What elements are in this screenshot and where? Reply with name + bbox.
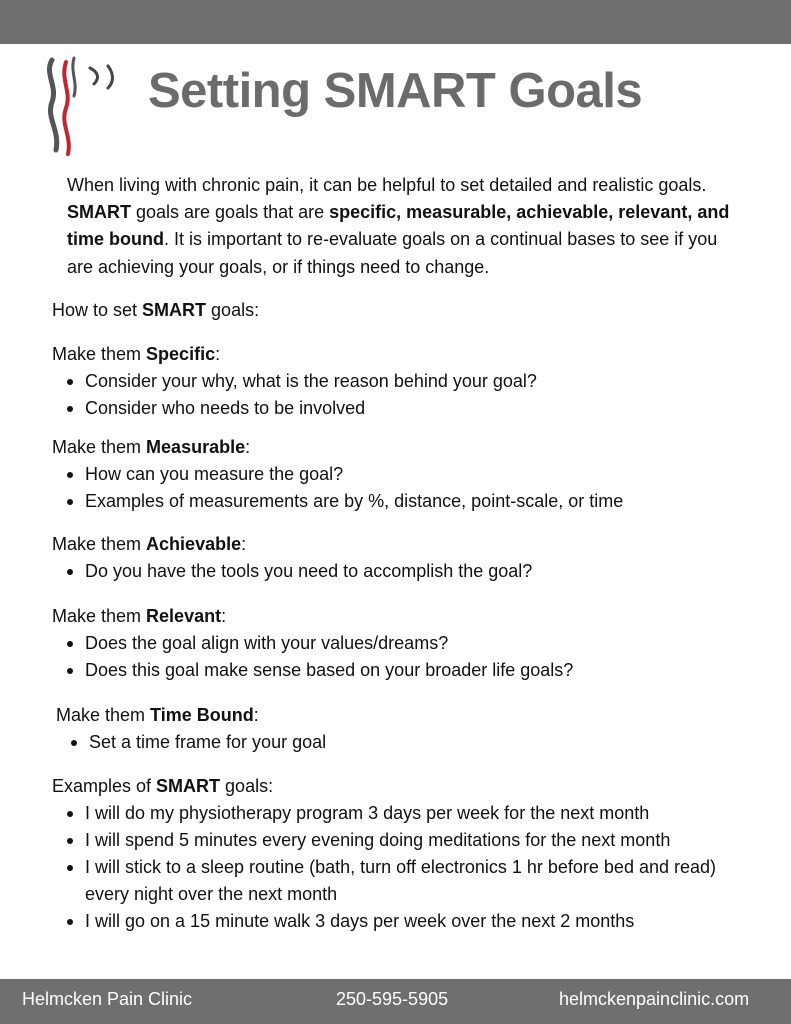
footer-website: helmckenpainclinic.com bbox=[559, 989, 750, 1009]
how-to-heading: How to set SMART goals: bbox=[52, 300, 260, 320]
footer-bar bbox=[0, 979, 791, 1024]
list-item: Consider your why, what is the reason behind your goal? bbox=[67, 368, 537, 395]
relevant-list bbox=[67, 630, 573, 684]
timebound-list bbox=[71, 729, 326, 756]
specific-heading: Make them Specific: bbox=[52, 344, 221, 364]
list-item: Set a time frame for your goal bbox=[71, 729, 326, 756]
list-item: I will do my physiotherapy program 3 days per week for the next month bbox=[67, 800, 725, 827]
achievable-heading: Make them Achievable: bbox=[52, 534, 247, 554]
list-item: Do you have the tools you need to accomplish the goal? bbox=[67, 558, 532, 585]
page-title: Setting SMART Goals bbox=[148, 64, 643, 118]
list-item: Consider who needs to be involved bbox=[67, 395, 537, 422]
list-item: I will go on a 15 minute walk 3 days per week over the next 2 months bbox=[67, 908, 725, 935]
examples-heading: Examples of SMART goals: bbox=[52, 776, 274, 796]
measurable-list bbox=[67, 461, 623, 515]
achievable-list bbox=[67, 558, 532, 585]
measurable-heading: Make them Measurable: bbox=[52, 437, 251, 457]
list-item: Does the goal align with your values/dreams? bbox=[67, 630, 573, 657]
list-item: I will stick to a sleep routine (bath, turn off electronics 1 hr before bed and read) every night over the next month bbox=[67, 854, 725, 908]
spine-icon bbox=[38, 50, 118, 160]
specific-list bbox=[67, 368, 537, 422]
footer-phone: 250-595-5905 bbox=[336, 989, 449, 1009]
examples-list bbox=[67, 800, 725, 935]
timebound-heading: Make them Time Bound: bbox=[56, 705, 259, 725]
relevant-heading: Make them Relevant: bbox=[52, 606, 227, 626]
list-item: Examples of measurements are by %, distance, point-scale, or time bbox=[67, 488, 623, 515]
footer-clinic-name: Helmcken Pain Clinic bbox=[22, 989, 193, 1009]
list-item: How can you measure the goal? bbox=[67, 461, 623, 488]
top-bar bbox=[0, 0, 791, 44]
list-item: Does this goal make sense based on your broader life goals? bbox=[67, 657, 573, 684]
intro-paragraph: When living with chronic pain, it can be helpful to set detailed and realistic goals. SMART goals are goals that are specific, measurable, achievable, relevant, and time bound. It is important to re-evaluate goals on a continual bases to see if you are achieving your goals, or if things need to change. bbox=[67, 175, 730, 277]
list-item: I will spend 5 minutes every evening doing meditations for the next month bbox=[67, 827, 725, 854]
